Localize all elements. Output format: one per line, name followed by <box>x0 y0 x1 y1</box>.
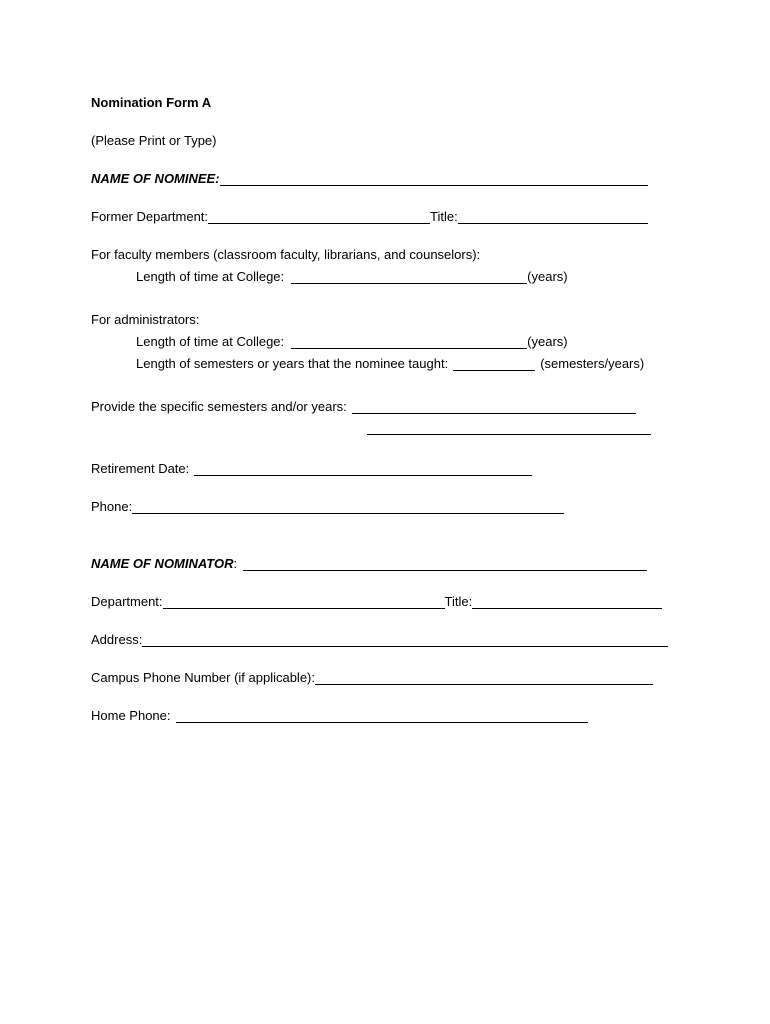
admin-years-suffix: (years) <box>527 334 568 349</box>
campus-phone-row <box>91 669 653 687</box>
nominee-phone-field[interactable] <box>132 498 564 514</box>
admin-heading: For administrators: <box>91 312 200 327</box>
specific-semesters-field[interactable] <box>352 398 636 414</box>
semesters-taught-field[interactable] <box>453 355 535 371</box>
nominee-phone-label: Phone: <box>91 499 133 514</box>
nominator-department-row <box>91 593 662 611</box>
faculty-length-row <box>136 268 568 286</box>
nominator-title-field[interactable] <box>472 593 662 609</box>
retirement-date-row <box>91 460 532 478</box>
faculty-heading-row <box>91 246 480 264</box>
nominator-name-field[interactable] <box>243 555 647 571</box>
nominator-name-label: NAME OF NOMINATOR <box>91 556 234 571</box>
campus-phone-field[interactable] <box>315 669 653 685</box>
retirement-date-label: Retirement Date: <box>91 461 190 476</box>
admin-length-field[interactable] <box>291 333 527 349</box>
former-department-field[interactable] <box>208 208 430 224</box>
home-phone-row <box>91 707 588 725</box>
specific-semesters-row <box>91 398 636 416</box>
nominee-name-label: NAME OF NOMINEE: <box>91 171 220 186</box>
nominator-address-row <box>91 631 668 649</box>
specific-semesters-label: Provide the specific semesters and/or years: <box>91 399 347 414</box>
semesters-suffix: (semesters/years) <box>540 356 645 371</box>
nominee-title-field[interactable] <box>458 208 648 224</box>
home-phone-label: Home Phone: <box>91 708 171 723</box>
nominee-title-label: Title: <box>430 209 458 224</box>
nominator-name-colon: : <box>233 556 238 571</box>
nominator-title-label: Title: <box>444 594 473 609</box>
form-title: Nomination Form A <box>91 95 212 110</box>
semesters-taught-row <box>136 355 644 373</box>
specific-semesters-field-line-2[interactable] <box>367 434 651 435</box>
admin-length-label: Length of time at College: <box>136 334 285 349</box>
faculty-length-field[interactable] <box>291 268 527 284</box>
instruction-row <box>91 132 216 150</box>
former-department-label: Former Department: <box>91 209 209 224</box>
faculty-years-suffix: (years) <box>527 269 568 284</box>
home-phone-field[interactable] <box>176 707 588 723</box>
form-title-row <box>91 94 211 112</box>
retirement-date-field[interactable] <box>194 460 532 476</box>
nominee-phone-row <box>91 498 564 516</box>
nominator-department-field[interactable] <box>163 593 445 609</box>
faculty-length-label: Length of time at College: <box>136 269 285 284</box>
nominee-name-field[interactable] <box>220 170 648 186</box>
semesters-taught-label: Length of semesters or years that the nominee taught: <box>136 356 449 371</box>
faculty-heading: For faculty members (classroom faculty, librarians, and counselors): <box>91 247 481 262</box>
campus-phone-label: Campus Phone Number (if applicable): <box>91 670 315 685</box>
print-instruction: (Please Print or Type) <box>91 133 217 148</box>
nominator-address-label: Address: <box>91 632 143 647</box>
admin-heading-row <box>91 311 199 329</box>
nominee-name-row <box>91 170 648 188</box>
nominator-name-row <box>91 555 647 573</box>
former-department-row <box>91 208 648 226</box>
admin-length-row <box>136 333 568 351</box>
nominator-address-field[interactable] <box>142 631 668 647</box>
nominator-department-label: Department: <box>91 594 163 609</box>
